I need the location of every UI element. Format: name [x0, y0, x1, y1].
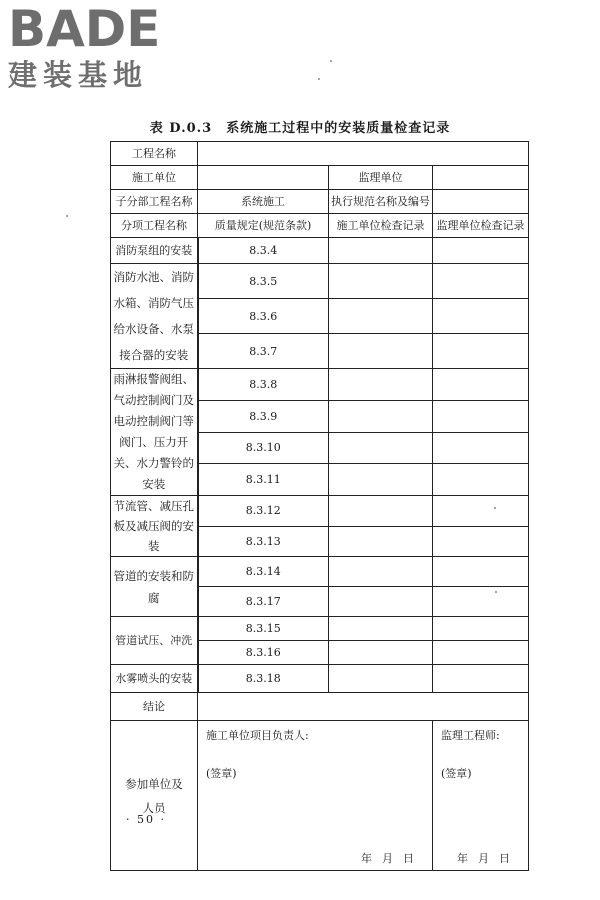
row-conclusion — [111, 693, 529, 721]
supervision-check-cell — [433, 432, 529, 464]
supervision-check-cell — [433, 496, 529, 527]
construction-check-cell — [329, 432, 433, 464]
supervision-check-cell — [433, 557, 529, 587]
construction-check-cell — [329, 334, 433, 369]
supervision-check-cell — [433, 526, 529, 557]
supervision-check-cell — [433, 334, 529, 369]
construction-check-cell — [329, 369, 433, 401]
clause-cell: 8.3.18 — [198, 665, 329, 693]
row-units — [111, 166, 529, 190]
supervision-check-cell — [433, 369, 529, 401]
construction-check-cell — [329, 400, 433, 432]
project-name-value — [198, 142, 529, 166]
construction-check-cell — [329, 464, 433, 496]
group-name: 管道试压、冲洗 — [111, 617, 198, 665]
scan-speck — [318, 78, 320, 80]
clause-cell: 8.3.16 — [198, 641, 329, 665]
construction-check-cell — [329, 496, 433, 527]
participants-label: 参加单位及人员 — [111, 721, 198, 871]
supervision-check-cell — [433, 617, 529, 641]
supervision-engineer-label: 监理工程师: — [441, 729, 500, 742]
logo-subtitle: 建装基地 — [8, 58, 149, 92]
clause-cell: 8.3.8 — [198, 369, 329, 401]
construction-unit-label: 施工单位 — [111, 166, 198, 190]
supervision-signature-cell — [433, 721, 529, 871]
clause-cell: 8.3.7 — [198, 334, 329, 369]
table-title: 表 D.0.3 系统施工过程中的安装质量检查记录 — [149, 121, 451, 136]
supervision-check-cell — [433, 238, 529, 264]
supervision-check-cell — [433, 665, 529, 693]
construction-check-cell — [329, 238, 433, 264]
bade-logo — [8, 0, 183, 96]
project-name-label: 工程名称 — [111, 142, 198, 166]
scan-speck — [66, 215, 68, 217]
supervision-seal-label: (签章) — [441, 767, 472, 780]
clause-cell: 8.3.15 — [198, 617, 329, 641]
inspection-record-table — [110, 141, 528, 871]
supervision-check-label: 监理单位检查记录 — [433, 214, 529, 238]
standard-value — [433, 190, 529, 214]
sub-project-label: 子分部工程名称 — [111, 190, 198, 214]
row-project-name — [111, 142, 529, 166]
construction-check-cell — [329, 299, 433, 334]
page-number: · 50 · — [126, 813, 166, 826]
supervision-check-cell — [433, 587, 529, 617]
construction-manager-label: 施工单位项目负责人: — [206, 729, 309, 742]
construction-check-cell — [329, 617, 433, 641]
construction-check-cell — [329, 264, 433, 299]
supervision-unit-label: 监理单位 — [329, 166, 433, 190]
supervision-unit-value — [433, 166, 529, 190]
clause-cell: 8.3.9 — [198, 400, 329, 432]
item-label: 分项工程名称 — [111, 214, 198, 238]
supervision-check-cell — [433, 299, 529, 334]
clause-cell: 8.3.17 — [198, 587, 329, 617]
group-name: 管道的安装和防腐 — [111, 557, 198, 617]
construction-check-cell — [329, 557, 433, 587]
table-row — [111, 665, 529, 693]
construction-signature-cell — [198, 721, 433, 871]
construction-check-cell — [329, 587, 433, 617]
supervision-date-label: 年月日 — [457, 852, 521, 865]
conclusion-label: 结论 — [111, 693, 198, 721]
group-name: 消防泵组的安装 — [111, 238, 198, 264]
group-name: 水雾喷头的安装 — [111, 665, 198, 693]
scan-speck — [330, 60, 332, 62]
construction-check-label: 施工单位检查记录 — [329, 214, 433, 238]
quality-rule-label: 质量规定(规范条款) — [198, 214, 329, 238]
group-name: 雨淋报警阀组、气动控制阀门及电动控制阀门等阀门、压力开关、水力警铃的安装 — [111, 369, 198, 496]
table-row — [111, 264, 529, 299]
construction-date-label: 年月日 — [361, 852, 424, 865]
clause-cell: 8.3.14 — [198, 557, 329, 587]
table-row — [111, 369, 529, 401]
conclusion-value — [198, 693, 529, 721]
construction-check-cell — [329, 665, 433, 693]
table-row — [111, 557, 529, 587]
clause-cell: 8.3.11 — [198, 464, 329, 496]
table-row — [111, 238, 529, 264]
clause-cell: 8.3.6 — [198, 299, 329, 334]
group-name: 节流管、减压孔板及减压阀的安装 — [111, 496, 198, 557]
table-row — [111, 496, 529, 527]
clause-cell: 8.3.4 — [198, 238, 329, 264]
standard-label: 执行规范名称及编号 — [329, 190, 433, 214]
clause-cell: 8.3.5 — [198, 264, 329, 299]
construction-check-cell — [329, 641, 433, 665]
construction-seal-label: (签章) — [206, 767, 237, 780]
sub-project-value: 系统施工 — [198, 190, 329, 214]
supervision-check-cell — [433, 641, 529, 665]
logo-wordmark: BADE — [8, 0, 161, 58]
supervision-check-cell — [433, 400, 529, 432]
construction-unit-value — [198, 166, 329, 190]
row-column-headers — [111, 214, 529, 238]
construction-check-cell — [329, 526, 433, 557]
clause-cell: 8.3.10 — [198, 432, 329, 464]
row-sub-project — [111, 190, 529, 214]
clause-cell: 8.3.13 — [198, 526, 329, 557]
row-participants — [111, 721, 529, 871]
clause-cell: 8.3.12 — [198, 496, 329, 527]
group-name: 消防水池、消防水箱、消防气压给水设备、水泵接合器的安装 — [111, 264, 198, 369]
supervision-check-cell — [433, 264, 529, 299]
table-row — [111, 617, 529, 641]
supervision-check-cell — [433, 464, 529, 496]
